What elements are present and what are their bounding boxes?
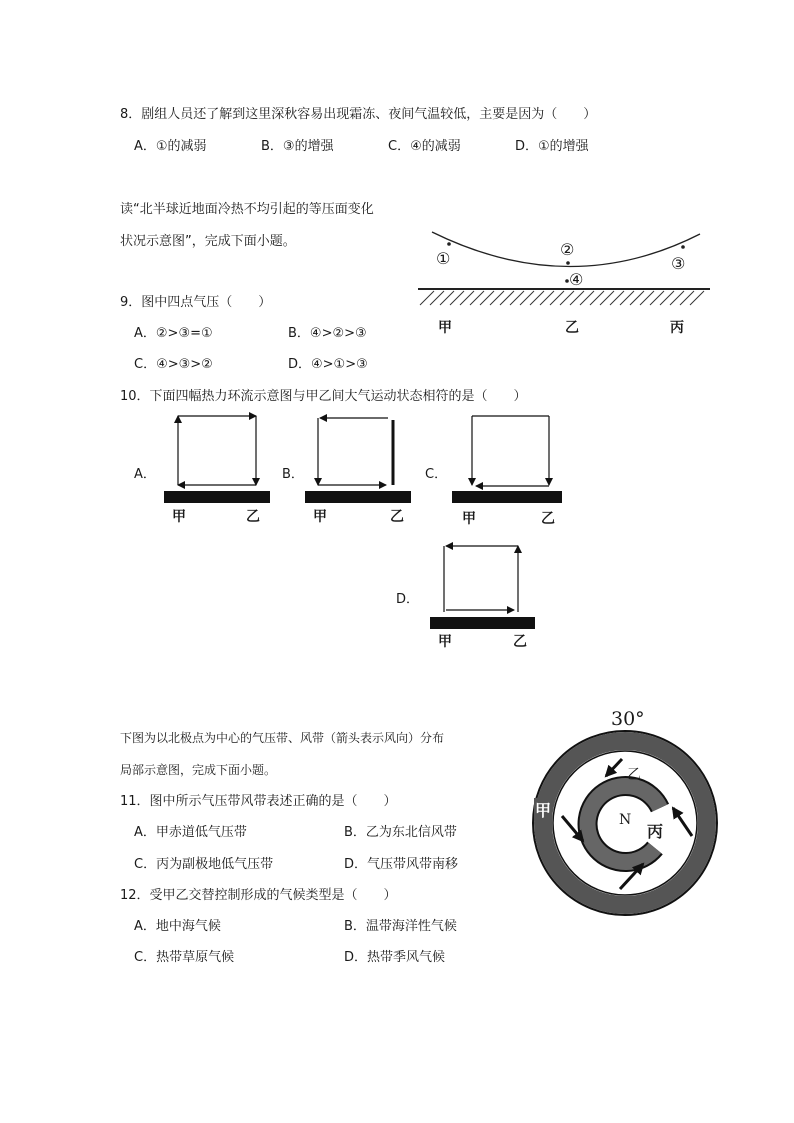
intro2-line1: 下图为以北极点为中心的气压带、风带（箭头表示风向）分布: [120, 731, 445, 745]
q11-option-b: B．乙为东北信风带: [344, 825, 457, 840]
q8-stem: 8．剧组人员还了解到这里深秋容易出现霜冻、夜间气温较低，主要是因为（ ）: [120, 107, 597, 122]
belt-label-jia: 甲: [534, 798, 552, 821]
diagram-b-jia: 甲: [313, 509, 327, 525]
intro1-line1: 读“北半球近地面冷热不均引起的等压面变化: [120, 202, 374, 217]
ground-label-jia: 甲: [438, 320, 452, 336]
q12-option-b: B．温带海洋性气候: [344, 919, 457, 934]
q8-option-a: A．①的减弱: [134, 139, 207, 154]
diagram-a-jia: 甲: [172, 509, 186, 525]
belt-label-bing: 丙: [647, 822, 664, 841]
point-3-label: ③: [671, 254, 686, 273]
q9-stem: 9．图中四点气压（ ）: [120, 295, 272, 310]
q8-option-d: D．①的增强: [515, 139, 589, 154]
q11-option-a: A．甲赤道低气压带: [134, 825, 247, 840]
intro1-line2: 状况示意图”，完成下面小题。: [120, 234, 296, 249]
diagram-d-yi: 乙: [513, 634, 527, 650]
q9-option-d: D．④>①>③: [288, 357, 368, 372]
q10-stem: 10．下面四幅热力环流示意图与甲乙间大气运动状态相符的是（ ）: [120, 389, 527, 404]
intro2-line2: 局部示意图，完成下面小题。: [120, 763, 277, 777]
q11-stem: 11．图中所示气压带风带表述正确的是（ ）: [120, 794, 397, 809]
diagram-a-yi: 乙: [246, 509, 260, 525]
q9-option-a: A．②>③=①: [134, 326, 213, 341]
q11-option-d: D．气压带风带南移: [344, 857, 459, 872]
q8-option-c: C．④的减弱: [388, 139, 461, 154]
latitude-label: 30°: [611, 708, 645, 730]
q9-option-b: B．④>②>③: [288, 326, 367, 341]
point-2-label: ②: [560, 240, 575, 259]
q9-option-c: C．④>③>②: [134, 357, 213, 372]
diagram-d-jia: 甲: [438, 634, 452, 650]
q12-option-d: D．热带季风气候: [344, 950, 446, 965]
q10-option-d: D．: [396, 592, 420, 607]
point-4-label: ④: [569, 270, 584, 289]
q8-option-b: B．③的增强: [261, 139, 334, 154]
north-pole-label: N: [619, 812, 632, 828]
q11-option-c: C．丙为副极地低气压带: [134, 857, 274, 872]
diagram-c-jia: 甲: [462, 511, 476, 527]
q10-option-a: A．: [134, 467, 156, 482]
point-1-label: ①: [436, 249, 451, 268]
belt-label-yi: 乙: [627, 767, 641, 783]
q12-option-a: A．地中海气候: [134, 919, 221, 934]
q12-stem: 12．受甲乙交替控制形成的气候类型是（ ）: [120, 888, 397, 903]
q10-option-c: C．: [425, 467, 448, 482]
ground-label-bing: 丙: [670, 320, 684, 336]
q12-option-c: C．热带草原气候: [134, 950, 235, 965]
ground-label-yi: 乙: [565, 320, 579, 336]
q10-option-b: B．: [282, 467, 304, 482]
diagram-c-yi: 乙: [541, 511, 555, 527]
diagram-b-yi: 乙: [390, 509, 404, 525]
